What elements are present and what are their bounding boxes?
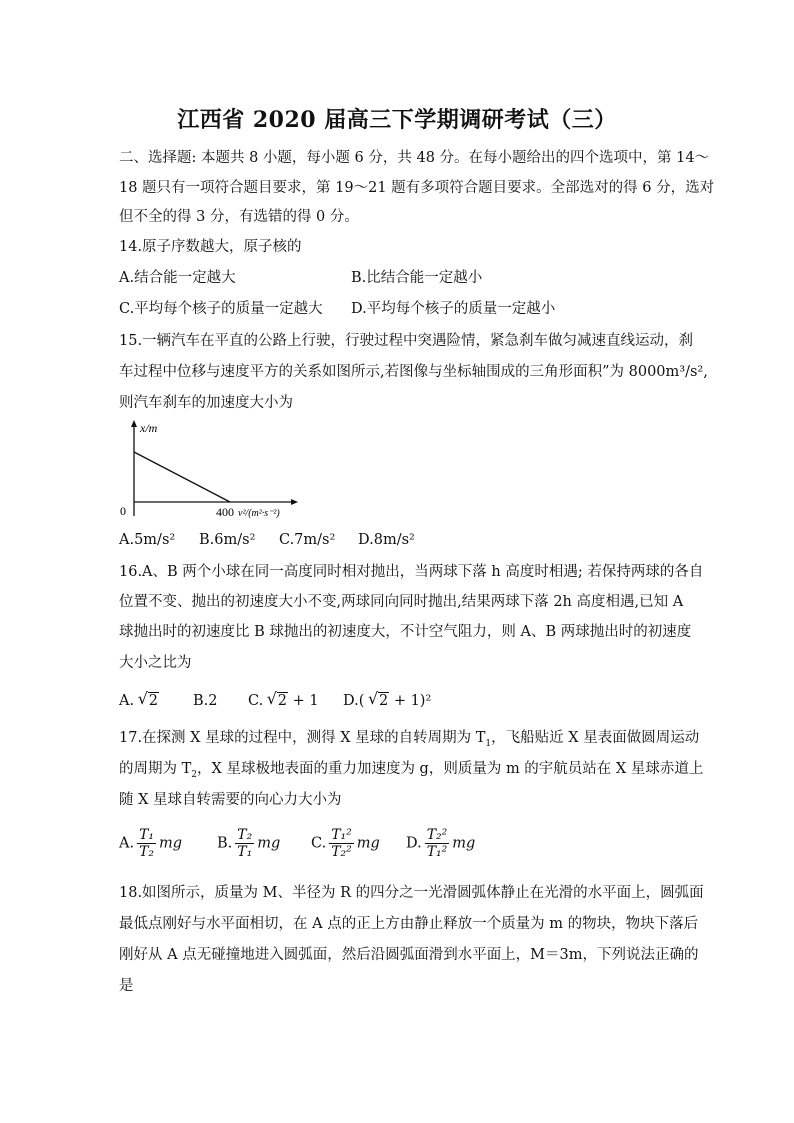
q14-stem: 14.原子序数越大，原子核的 (119, 239, 302, 255)
fraction-denominator: T₁ (237, 844, 253, 860)
mg-term: mg (452, 835, 476, 852)
sqrt-symbol (139, 691, 159, 711)
x-axis-arrow (291, 499, 298, 505)
q16-d-prefix: D.( (343, 693, 369, 709)
q17-line-1b: ，飞船贴近 X 星表面做圆周运动 (491, 730, 700, 746)
q15-option-c: C.7m/s² (279, 532, 336, 548)
q15-option-d: D.8m/s² (358, 532, 415, 548)
mg-term: mg (257, 835, 281, 852)
x-tick-label: 400 (216, 505, 234, 519)
sqrt-symbol (268, 691, 288, 711)
y-axis-arrow (131, 420, 137, 427)
fraction (137, 827, 156, 860)
q17-line-2 (119, 759, 703, 785)
q16-option-c (248, 691, 319, 711)
intro-line-2: 18 题只有一项符合题目要求，第 19～21 题有多项符合题目要求。全部选对的得 6 分，选对 (119, 180, 715, 196)
q18-line-4: 是 (119, 978, 134, 994)
q15-graph (112, 418, 312, 520)
q16-d-radicand: 2 (378, 693, 389, 709)
q17-line-2b: ，X 星球极地表面的重力加速度为 g，则质量为 m 的宇航员站在 X 星球赤道上 (197, 761, 704, 777)
q16-line-2: 位置不变、抛出的初速度大小不变,两球同向同时抛出,结果两球下落 2h 高度相遇,已知 A (119, 594, 684, 610)
q16-line-3: 球抛出时的初速度比 B 球抛出的初速度大，不计空气阻力，则 A、B 两球抛出时的初速度 (119, 624, 692, 640)
q17-option-c (311, 827, 380, 860)
fraction-numerator: T₁² (331, 827, 352, 843)
q15-line-2: 车过程中位移与速度平方的关系如图所示,若图像与坐标轴围成的三角形面积”为 8000m³/s², (119, 364, 708, 380)
q16-line-1: 16.A、B 两个小球在同一高度同时相对抛出，当两球下落 h 高度时相遇; 若保持两球的各自 (119, 564, 704, 580)
q16-option-b: B.2 (193, 693, 218, 709)
fraction (329, 827, 354, 860)
q17-line-1-sub: 1 (485, 738, 492, 749)
mg-term: mg (159, 835, 183, 852)
q15-line-3: 则汽车刹车的加速度大小为 (119, 395, 293, 411)
q17-line-2a: 的周期为 T (119, 761, 192, 777)
q15-line-1: 15.一辆汽车在平直的公路上行驶，行驶过程中突遇险情，紧急刹车做匀减速直线运动，刹 (119, 333, 694, 349)
graph-line (134, 452, 230, 502)
mg-term: mg (356, 835, 380, 852)
origin-label: 0 (120, 504, 126, 518)
q15-option-a: A.5m/s² (119, 532, 176, 548)
q17-option-b (217, 827, 280, 860)
q16-d-suffix: + 1)² (389, 693, 432, 709)
q17-option-d (406, 827, 475, 860)
fraction-numerator: T₂² (426, 827, 448, 843)
q18-line-2: 最低点刚好与水平面相切，在 A 点的正上方由静止释放一个质量为 m 的物块，物块下落后 (119, 916, 699, 932)
q15-option-b: B.6m/s² (199, 532, 256, 548)
q16-a-radicand: 2 (148, 693, 158, 709)
q14-option-d: D.平均每个核子的质量一定越小 (351, 301, 556, 317)
q18-line-3: 刚好从 A 点无碰撞地进入圆弧面，然后沿圆弧面滑到水平面上，M＝3m，下列说法正确的 (119, 947, 699, 963)
intro-line-3: 但不全的得 3 分，有选错的得 0 分。 (119, 209, 359, 225)
q16-c-radicand: 2 (277, 693, 288, 709)
fraction-denominator: T₂² (331, 844, 352, 860)
intro-line-1: 二、选择题: 本题共 8 小题，每小题 6 分，共 48 分。在每小题给出的四个选项中，第 14～ (119, 150, 710, 166)
page-title: 江西省 2020 届高三下学期调研考试（三） (177, 107, 617, 133)
q16-a-prefix: A. (119, 693, 139, 709)
q14-option-a: A.结合能一定越大 (119, 270, 236, 286)
q17-c-label: C. (311, 835, 327, 852)
q16-c-suffix: + 1 (288, 693, 319, 709)
q17-option-a (119, 827, 182, 860)
y-axis-label: x/m (140, 421, 158, 435)
q17-line-3: 随 X 星球自转需要的向心力大小为 (119, 792, 342, 808)
q16-line-4: 大小之比为 (119, 655, 192, 671)
q17-line-1a: 17.在探测 X 星球的过程中，测得 X 星球的自转周期为 T (119, 730, 486, 746)
fraction-numerator: T₁ (139, 827, 155, 843)
fraction-denominator: T₁² (426, 844, 448, 860)
fraction-numerator: T₂ (237, 827, 253, 843)
sqrt-symbol (369, 691, 389, 711)
q17-d-label: D. (406, 835, 422, 852)
x-axis-label: v²/(m²·s⁻²) (238, 508, 280, 519)
fraction (425, 827, 450, 860)
q16-option-a (119, 691, 159, 711)
q17-line-1 (119, 728, 699, 754)
fraction (235, 827, 254, 860)
q16-option-d (343, 691, 431, 711)
q17-line-2-sub: 2 (191, 769, 198, 780)
q14-option-c: C.平均每个核子的质量一定越大 (119, 301, 323, 317)
q17-a-label: A. (119, 835, 135, 852)
q16-c-prefix: C. (248, 693, 268, 709)
q14-option-b: B.比结合能一定越小 (351, 270, 483, 286)
q18-line-1: 18.如图所示，质量为 M、半径为 R 的四分之一光滑圆弧体静止在光滑的水平面上，圆弧面 (119, 885, 704, 901)
q17-b-label: B. (217, 835, 233, 852)
fraction-denominator: T₂ (139, 844, 155, 860)
